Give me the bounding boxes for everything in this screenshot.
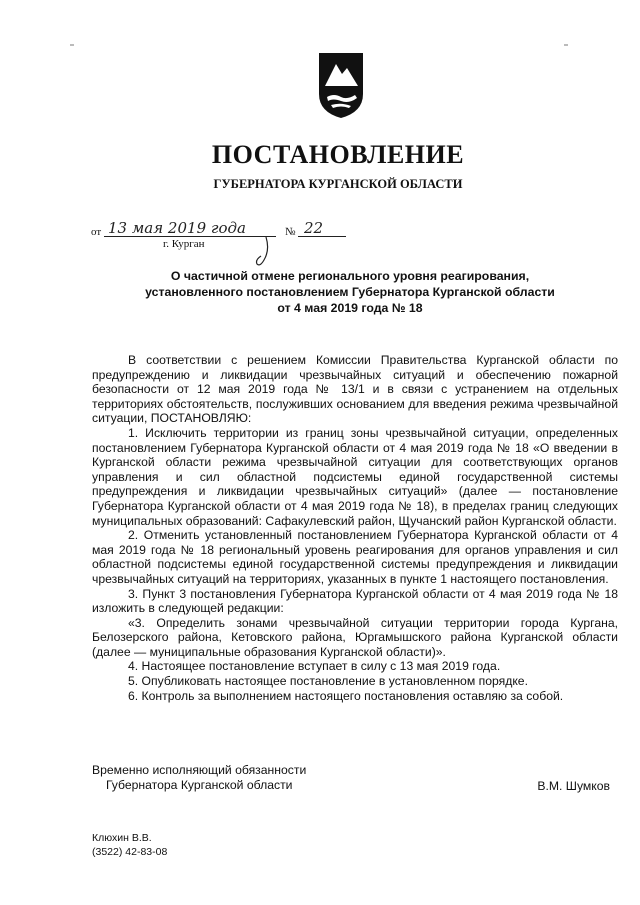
scan-mark [70, 44, 74, 46]
document-title: ПОСТАНОВЛЕНИЕ [211, 140, 465, 169]
heading-line: установленного постановлением Губернатора Курганской области [145, 285, 555, 299]
quoted-paragraph: «3. Определить зонами чрезвычайной ситуации территории города Кургана, Белозерского района, Кетовского района, Юргамышского района Курганской области (далее — муниципальные образования Курганской области)». [92, 615, 618, 659]
clause-paragraph: 1. Исключить территории из границ зоны чрезвычайной ситуации, определенных постановлением Губернатора Курганской области от 4 мая 2019 года № 18 «О введении в Курганской области режима чрезвычайной ситуации для соответствующих органов управления и сил областной подсистемы единой государственной системы предупреждения и ликвидации чрезвычайных ситуаций» (далее — постановление Губернатора Курганской области от 4 мая 2019 года № 18), в пределах границ следующих муниципальных образований: Сафакулевский район, Щучанский район Курганской области. [92, 425, 618, 528]
clause-paragraph: 4. Настоящее постановление вступает в силу с 13 мая 2019 года. [128, 659, 501, 674]
clause-paragraph: 5. Опубликовать настоящее постановление в установленном порядке. [128, 674, 528, 689]
signature-name: В.М. Шумков [537, 779, 610, 793]
number-handwritten: 22 [304, 219, 324, 237]
number-prefix: № [285, 226, 296, 238]
clause-paragraph: 2. Отменить установленный постановлением Губернатора Курганской области от 4 мая 2019 года № 18 региональный уровень реагирования для органов управления и сил областной подсистемы единой государственной системы предупреждения и ликвидации чрезвычайных ситуаций на территориях, указанных в пункте 1 настоящего постановления. [92, 528, 618, 586]
contact-phone: (3522) 42-83-08 [92, 846, 168, 858]
date-prefix: от [91, 226, 102, 238]
document-body [92, 353, 618, 703]
signature-position-line: Губернатора Курганской области [106, 778, 293, 792]
heading-line: О частичной отмене регионального уровня реагирования, [170, 269, 530, 283]
date-handwritten: 13 мая 2019 года [108, 219, 246, 237]
handwritten-flourish [252, 236, 274, 270]
contact-name: Клюхин В.В. [92, 832, 152, 844]
document-subtitle: ГУБЕРНАТОРА КУРГАНСКОЙ ОБЛАСТИ [213, 177, 463, 191]
clause-paragraph: 6. Контроль за выполнением настоящего постановления оставляю за собой. [128, 688, 564, 703]
number-underline [298, 236, 346, 237]
coat-of-arms-icon [316, 50, 366, 120]
city-label: г. Курган [163, 238, 205, 250]
document-heading [80, 268, 620, 316]
contact-block [92, 831, 167, 859]
scan-mark [564, 44, 568, 46]
date-underline [104, 236, 276, 237]
signature-position-line: Временно исполняющий обязанности [92, 763, 307, 777]
clause-paragraph: 3. Пункт 3 постановления Губернатора Курганской области от 4 мая 2019 года № 18 изложить в следующей редакции: [92, 586, 618, 616]
signature-position [92, 763, 306, 793]
preamble-paragraph: В соответствии с решением Комиссии Правительства Курганской области по предупреждению и ликвидации чрезвычайных ситуаций и обеспечению пожарной безопасности от 12 мая 2019 года № 13/1 и в связи с устранением на отдельных территориях обстоятельств, послуживших основанием для введения режима чрезвычайной ситуации, ПОСТАНОВЛЯЮ: [92, 353, 618, 426]
heading-line: от 4 мая 2019 года № 18 [277, 301, 423, 315]
